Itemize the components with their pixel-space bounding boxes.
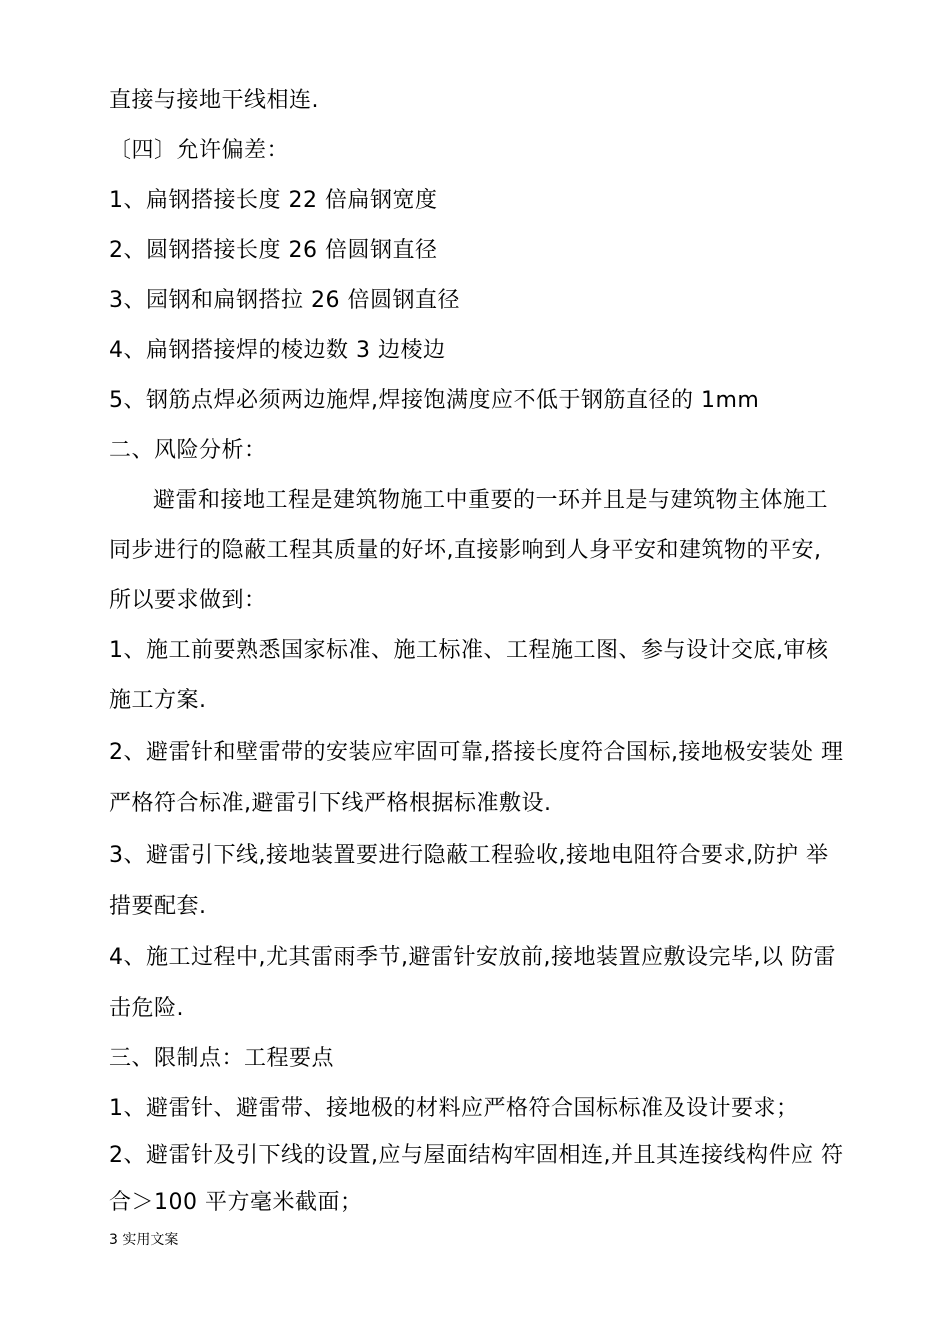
list-item-continuation: 击危险. (109, 996, 184, 1021)
paragraph-line: 避雷和接地工程是建筑物施工中重要的一环并且是与建筑物主体施工 (153, 488, 829, 513)
list-item: 3、避雷引下线,接地装置要进行隐蔽工程验收,接地电阻符合要求,防护 举 (109, 843, 829, 868)
list-item-continuation: 合＞100 平方毫米截面； (109, 1190, 363, 1215)
list-item-continuation: 施工方案. (109, 688, 207, 713)
list-item: 1、避雷针、避雷带、接地极的材料应严格符合国标标准及设计要求； (109, 1096, 799, 1121)
list-item-continuation: 严格符合标准,避雷引下线严格根据标准敷设. (109, 791, 552, 816)
paragraph-line: 所以要求做到： (109, 588, 267, 613)
list-item: 1、扁钢搭接长度 22 倍扁钢宽度 (109, 188, 438, 213)
list-item: 3、园钢和扁钢搭拉 26 倍圆钢直径 (109, 288, 460, 313)
section-heading: 〔四〕允许偏差： (109, 138, 290, 163)
text-line: 直接与接地干线相连. (109, 88, 319, 113)
paragraph-line: 同步进行的隐蔽工程其质量的好坏,直接影响到人身平安和建筑物的平安, (109, 538, 822, 563)
list-item: 4、扁钢搭接焊的棱边数 3 边棱边 (109, 338, 446, 363)
list-item: 2、避雷针及引下线的设置,应与屋面结构牢固相连,并且其连接线构件应 符 (109, 1143, 844, 1168)
list-item-continuation: 措要配套. (109, 894, 207, 919)
section-heading: 三、限制点：工程要点 (109, 1046, 335, 1071)
page-footer: 3 实用文案 (109, 1232, 179, 1248)
list-item: 2、圆钢搭接长度 26 倍圆钢直径 (109, 238, 438, 263)
list-item: 2、避雷针和壁雷带的安装应牢固可靠,搭接长度符合国标,接地极安装处 理 (109, 740, 844, 765)
list-item: 4、施工过程中,尤其雷雨季节,避雷针安放前,接地装置应敷设完毕,以 防雷 (109, 945, 836, 970)
list-item: 5、钢筋点焊必须两边施焊,焊接饱满度应不低于钢筋直径的 1mm (109, 388, 760, 413)
list-item: 1、施工前要熟悉国家标准、施工标准、工程施工图、参与设计交底,审核 (109, 638, 829, 663)
section-heading: 二、风险分析： (109, 438, 267, 463)
